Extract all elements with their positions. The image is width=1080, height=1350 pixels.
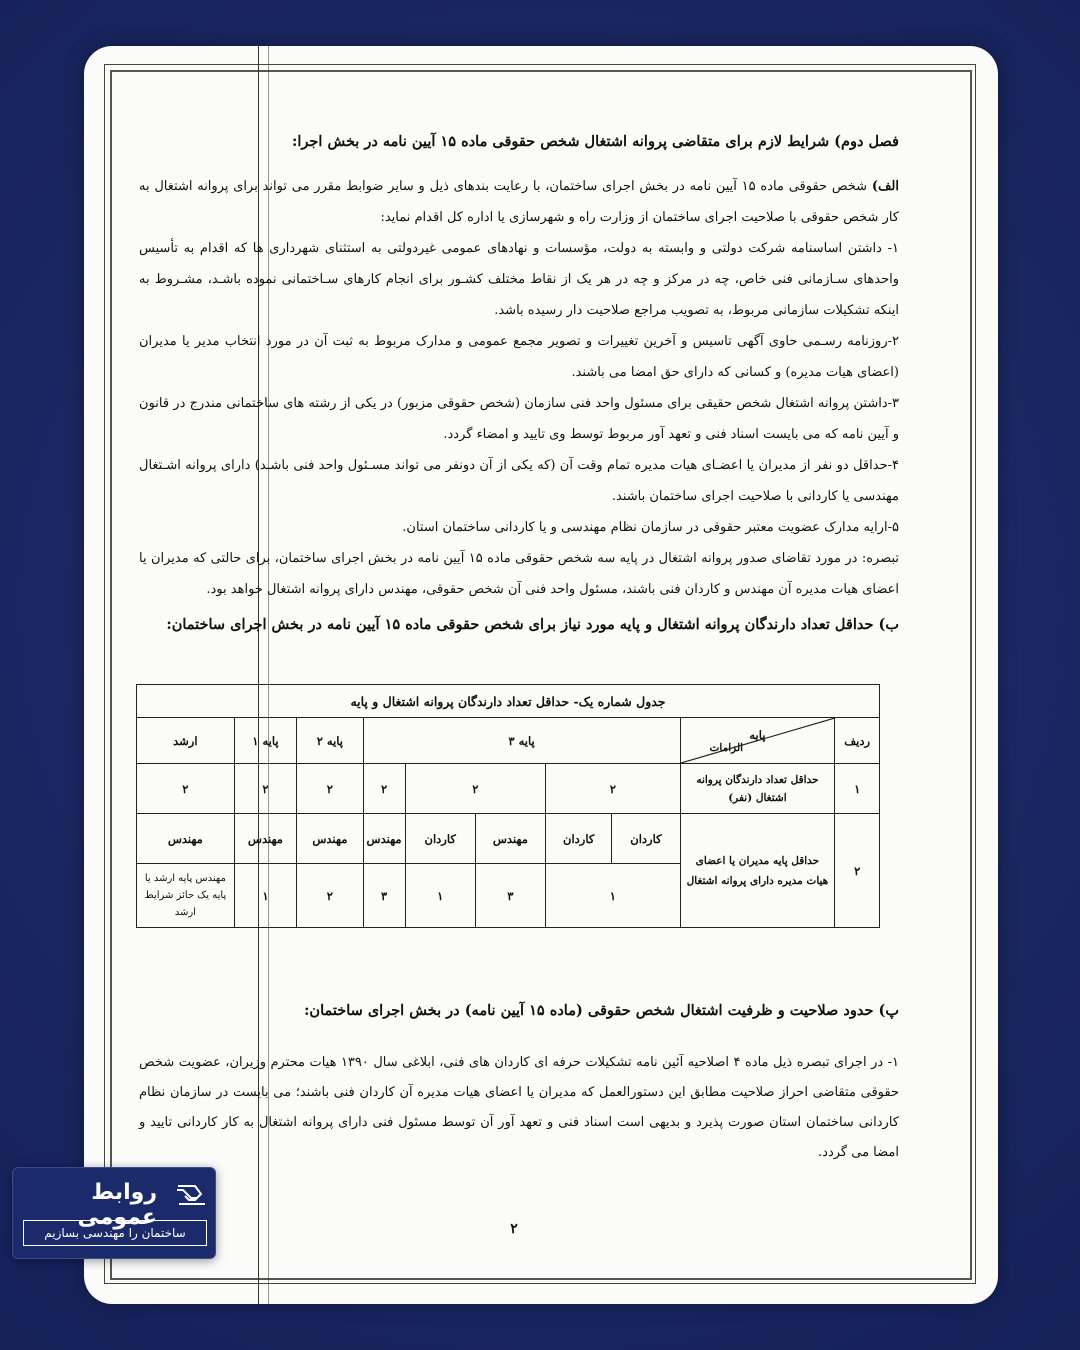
requirements-table [136,684,880,928]
row2-type: مهندس [137,814,235,864]
row1-number: ۱ [835,764,880,814]
item-2: ۲-روزنامه رسـمی حاوی آگهی تاسیس و آخرین تغییرات و تصویر مجمع عمومی و مدارک مربوط به ثبت آن در مورد انتخاب مدیر یا مدیران (اعضای هیات مدیره) و کسانی که دارای حق امضا می باشند. [139,334,899,380]
diagonal-line [681,718,835,763]
document-sheet [84,46,998,1304]
col-header-arshad: ارشد [137,718,235,764]
col-header-row: ردیف [835,718,880,764]
col-header-paye3: پایه ۳ [363,718,680,764]
section-alef [139,171,899,233]
row1-value: ۲ [546,764,681,814]
row2-type: مهندس [475,814,545,864]
row2-value: ۲ [297,864,363,928]
note: تبصره: در مورد تقاضای صدور پروانه اشتغال در پایه سه شخص حقوقی ماده ۱۵ آیین نامه در بخش اجرای ساختمان، برای حالتی که مدیران یا اعضای هیات مدیره آن مهندس و کاردان فنی باشند، مسئول واحد فنی آن شخص حقوقی، مهندس دارای پروانه اشتغال خواهد بود. [139,551,900,597]
row2-value: ۳ [475,864,545,928]
col-header-paye-elzamat [680,718,835,764]
row1-label: حداقل تعداد دارندگان پروانه اشتغال (نفر) [680,764,835,814]
row2-label: حداقل پایه مدیران یا اعضای هیات مدیره دارای پروانه اشتغال [680,814,835,928]
row2-type: کاردان [405,814,475,864]
section-p [139,996,899,1168]
chapter-heading: فصل دوم) شرایط لازم برای متقاضی پروانه اشتغال شخص حقوقی ماده ۱۵ آیین نامه در بخش اجرا: [292,133,899,150]
heading-b1: ب) حداقل تعداد دارندگان پروانه اشتغال و پایه مورد نیاز برای شخص حقوقی ماده ۱۵ آیین نامه در بخش اجرای ساختمان: [166,616,899,633]
row2-type: مهندس [363,814,405,864]
row2-type: مهندس [234,814,296,864]
alef-label: الف) [871,179,899,194]
row2-value: ۱ [234,864,296,928]
logo-title: روابط عمومی [77,1180,157,1230]
elzamat-label: الزامات [709,741,744,754]
page-number: ۲ [510,1221,518,1237]
row2-number: ۲ [835,814,880,928]
item-5: ۵-ارایه مدارک عضویت معتبر حقوقی در سازمان نظام مهندسی و یا کاردانی ساختمان استان. [402,520,899,535]
paye-label: پایه [749,727,766,742]
row2-type: مهندس [297,814,363,864]
document-body [139,126,899,640]
item-3: ۳-داشتن پروانه اشتغال شخص حقیقی برای مسئول واحد فنی سازمان (شخص حقوقی مزبور) در یکی از رشته های ساختمانی مندرج در قانون و آیین نامه که می بایست اسناد فنی و تعهد آور مربوط توسط وی تایید و امضاء گردد. [139,396,899,442]
logo-subtitle: ساختمان را مهندسی بسازیم [23,1220,207,1246]
row2-arshad: مهندس پایه ارشد یا پایه یک حائز شرایط ارشد [137,864,235,928]
row2-type: کاردان [546,814,612,864]
brand-logo [12,1167,216,1259]
item-4: ۴-حداقل دو نفر از مدیران یا اعضـای هیات مدیره تمام وقت آن (که یکی از آن دونفر می تواند مسـئول واحد فنی باشـد) دارای پروانه اشـتغال مهندسی یا کاردانی با صلاحیت اجرای ساختمان باشند. [139,458,899,504]
alef-text: شخص حقوقی ماده ۱۵ آیین نامه در بخش اجرای ساختمان، با رعایت بندهای ذیل و سایر ضوابط مقرر می تواند برای پروانه اشتغال به کار شخص حقوقی با صلاحیت اجرای ساختمان از وزارت راه و شهرسازی یا اداره کل اقدام نماید: [139,179,899,225]
row2-value: ۳ [363,864,405,928]
row1-value: ۲ [297,764,363,814]
row2-value: ۱ [546,864,681,928]
item-1: ۱- داشتن اساسنامه شرکت دولتی و وابسته به دولت، مؤسسات و نهادهای عمومی غیردولتی به استثنای شهرداری ها که اقدام به تأسیس واحدهای سـازمانی فنی خاص، چه در مرکز و چه در هر یک از نقاط مختلف کشـور برای انجام کارهای سـاختمانی نموده باشـد، مشـروط به اینکه تشکیلات سازمانی مربوط، به تصویب مراجع صلاحیت دار رسیده باشد. [139,241,899,318]
row2-type: کاردان [612,814,680,864]
col-header-paye1: پایه ۱ [234,718,296,764]
table-caption: جدول شماره یک- حداقل تعداد دارندگان پروانه اشتغال و پایه [137,685,880,718]
row1-value: ۲ [405,764,545,814]
heading-b2: پ) حدود صلاحیت و ظرفیت اشتغال شخص حقوقی (ماده ۱۵ آیین نامه) در بخش اجرای ساختمان: [304,1002,899,1019]
row1-value: ۲ [137,764,235,814]
col-header-paye2: پایه ۲ [297,718,363,764]
handshake-icon [175,1180,209,1212]
row2-value: ۱ [405,864,475,928]
paragraph-p1: ۱- در اجرای تبصره ذیل ماده ۴ اصلاحیه آئین نامه تشکیلات حرفه ای کاردان های فنی، ابلاغی سال ۱۳۹۰ هیات محترم وزیران، عضویت شخص حقوقی متقاضی احراز صلاحیت مطابق این دستورالعمل که مدیران یا اعضای هیات مدیره آن کاردان فنی باشند؛ می بایست در سازمان نظام کاردانی ساختمان استان صورت پذیرد و بدیهی است اسناد فنی و تعهد آور آن توسط مسئول فنی دارای پروانه اشتغال به کار کاردانی تایید و امضا می گردد. [139,1055,900,1160]
row1-value: ۲ [234,764,296,814]
row1-value: ۲ [363,764,405,814]
